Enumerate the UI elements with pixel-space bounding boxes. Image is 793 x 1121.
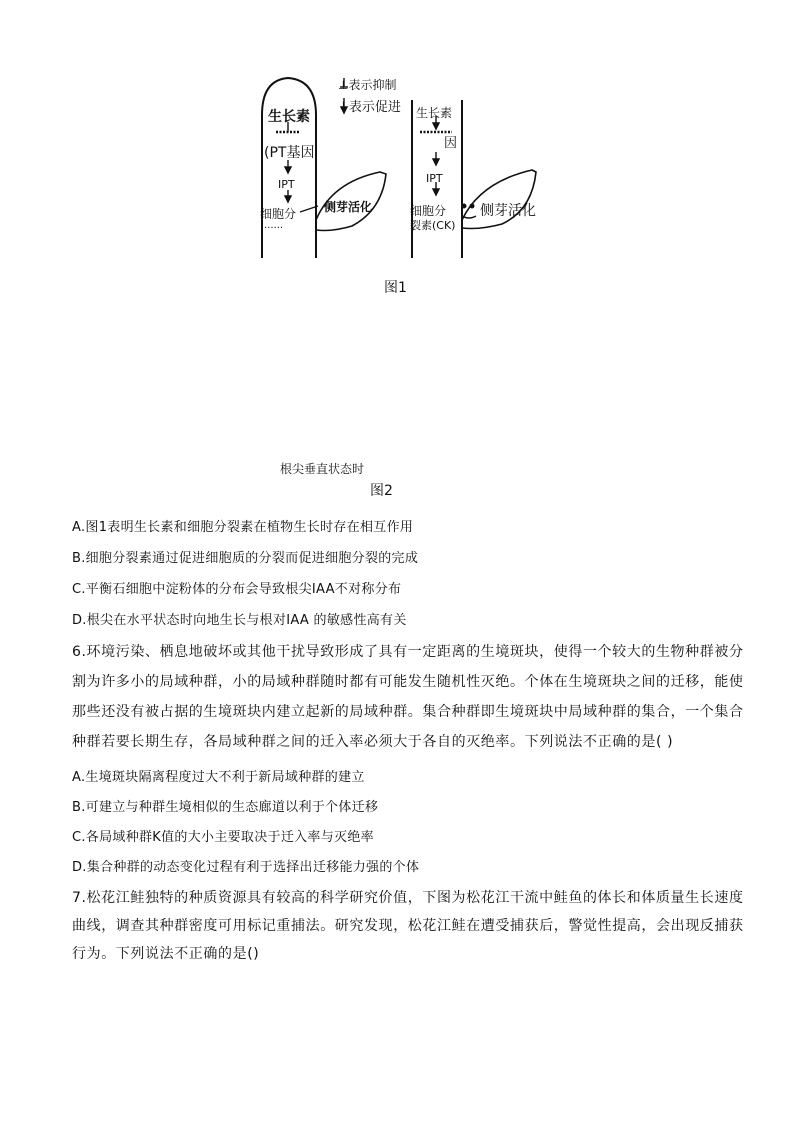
right-auxin-label: 生长素: [416, 106, 453, 120]
figure-2-label: 根尖垂直状态时: [280, 462, 365, 476]
left-bud-label: 侧芽活化: [324, 200, 373, 214]
q6-option-d: D.集合种群的动态变化过程有利于选择出迁移能力强的个体: [72, 860, 420, 875]
left-auxin-label: 生长素: [268, 109, 310, 125]
q5-option-b: B.细胞分裂素通过促进细胞质的分裂而促进细胞分裂的完成: [72, 551, 419, 566]
legend-promote: ↓表示促进: [338, 100, 401, 115]
right-bud-label: 侧芽活化: [480, 203, 536, 219]
q7-line-2: 曲线，调查其种群密度可用标记重捕法。研究发现，松花江鲑在遭受捕获后，警觉性提高，会出现反捕获: [72, 918, 744, 934]
q7-line-1: 7.松花江鲑独特的种质资源具有较高的科学研究价值，下图为松花江干流中鲑鱼的体长和体质量生长速度: [72, 890, 744, 906]
left-cell-label: 细胞分: [260, 207, 297, 221]
q5-option-c: C.平衡石细胞中淀粉体的分布会导致根尖IAA不对称分布: [72, 582, 402, 597]
q6-option-b: B.可建立与种群生境相似的生态廊道以利于个体迁移: [72, 800, 379, 815]
q6-option-c: C.各局域种群K值的大小主要取决于迁入率与灭绝率: [72, 830, 374, 845]
q6-line-3: 那些还没有被占据的生境斑块内建立起新的局域种群。集合种群即生境斑块中局域种群的集合，一个集合: [72, 704, 744, 720]
figure-2-caption: 图2: [370, 483, 393, 499]
right-gene-label: 因: [444, 136, 458, 151]
q6-option-a: A.生境斑块隔离程度过大不利于新局域种群的建立: [72, 770, 365, 785]
right-cell-label-2: 裂素(CK): [410, 219, 456, 232]
figure-1-caption: 图1: [384, 280, 407, 296]
left-cell-dots: ......: [264, 220, 284, 231]
q5-option-d: D.根尖在水平状态时向地生长与根对IAA 的敏感性高有关: [72, 613, 407, 628]
right-ipt-label: IPT: [426, 172, 443, 185]
left-ipt-gene-label: (PT基因: [264, 145, 315, 161]
legend-inhibit: ⊥表示抑制: [338, 78, 397, 92]
q7-line-3: 行为。下列说法不正确的是(): [72, 946, 260, 962]
right-cell-label-1: 细胞分: [410, 204, 447, 218]
q6-line-4: 种群若要长期生存，各局域种群之间的迁入率必须大于各自的灭绝率。下列说法不正确的是( ): [72, 734, 674, 750]
figure-1-drawing: [240, 70, 570, 270]
left-ipt-label: IPT: [278, 178, 295, 191]
figure-1: [240, 70, 570, 270]
q5-option-a: A.图1表明生长素和细胞分裂素在植物生长时存在相互作用: [72, 520, 414, 535]
q6-line-1: 6.环境污染、栖息地破坏或其他干扰导致形成了具有一定距离的生境斑块，使得一个较大的生物种群被分: [72, 644, 744, 660]
q6-line-2: 割为许多小的局域种群，小的局域种群随时都有可能发生随机性灭绝。个体在生境斑块之间的迁移，能使: [72, 674, 744, 690]
